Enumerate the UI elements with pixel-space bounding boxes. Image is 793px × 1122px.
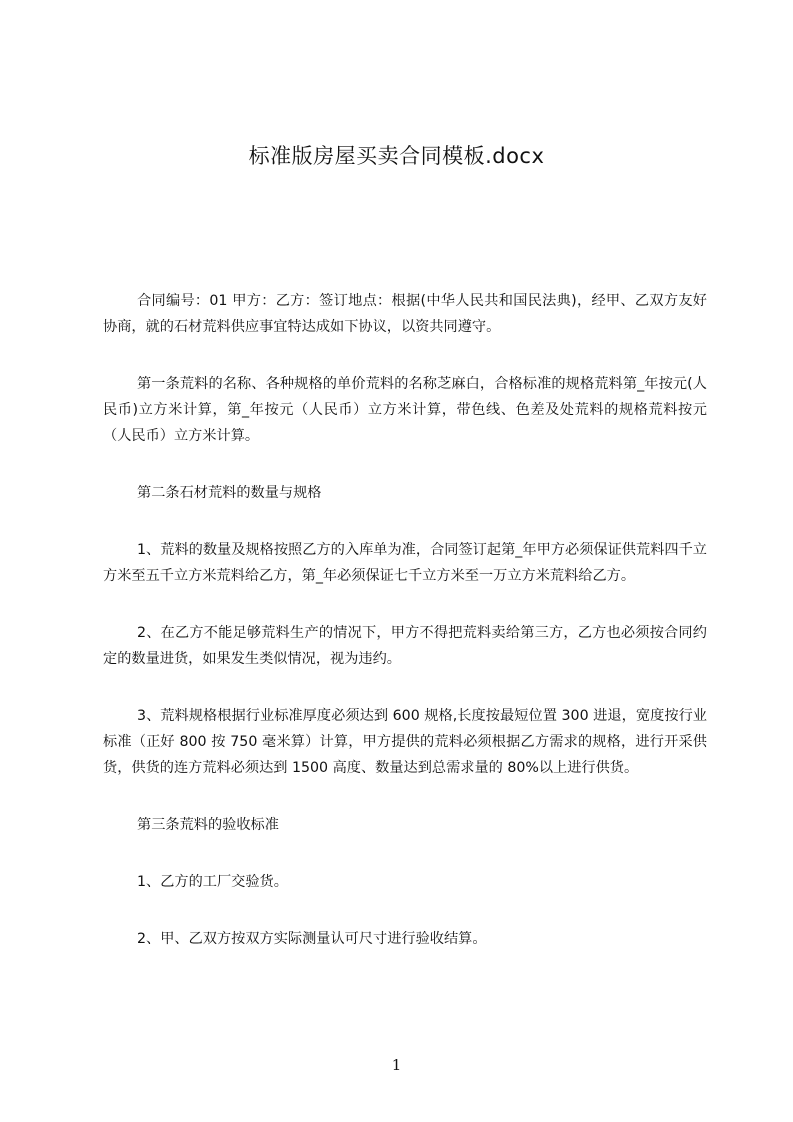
paragraph-article-2-item-3: 3、荒料规格根据行业标准厚度必须达到 600 规格,长度按最短位置 300 进退，宽度按行业标准（正好 800 按 750 毫米算）计算，甲方提供的荒料必须根据乙方需求的规格，进行开采供货，供货的连方荒料必须达到 1500 高度、数量达到总需求量的 80%以上进行供货。 (103, 708, 707, 776)
page-number: 1 (391, 1056, 402, 1074)
paragraph-contract-intro: 合同编号：01 甲方：乙方：签订地点：根据(中华人民共和国民法典)，经甲、乙双方友好协商，就的石材荒料供应事宜特达成如下协议，以资共同遵守。 (103, 293, 707, 335)
paragraph-article-3-item-2: 2、甲、乙双方按双方实际测量认可尺寸进行验收结算。 (137, 931, 487, 947)
paragraph-article-3-item-1: 1、乙方的工厂交验货。 (137, 874, 288, 890)
paragraph-article-2-item-1: 1、荒料的数量及规格按照乙方的入库单为准，合同签订起第_年甲方必须保证供荒料四千立方米至五千立方米荒料给乙方，第_年必须保证七千立方米至一万立方米荒料给乙方。 (103, 542, 707, 584)
paragraph-article-1: 第一条荒料的名称、各种规格的单价荒料的名称芝麻白，合格标准的规格荒料第_年按元(人民币)立方米计算，第_年按元（人民币）立方米计算，带色线、色差及处荒料的规格荒料按元（人民币）立方米计算。 (103, 376, 707, 444)
paragraph-article-2-item-2: 2、在乙方不能足够荒料生产的情况下，甲方不得把荒料卖给第三方，乙方也必须按合同约定的数量进货，如果发生类似情况，视为违约。 (103, 625, 707, 667)
heading-article-3: 第三条荒料的验收标准 (137, 817, 279, 833)
document-body (103, 288, 707, 952)
heading-article-2: 第二条石材荒料的数量与规格 (137, 485, 322, 501)
document-title: 标准版房屋买卖合同模板.docx (248, 144, 545, 168)
